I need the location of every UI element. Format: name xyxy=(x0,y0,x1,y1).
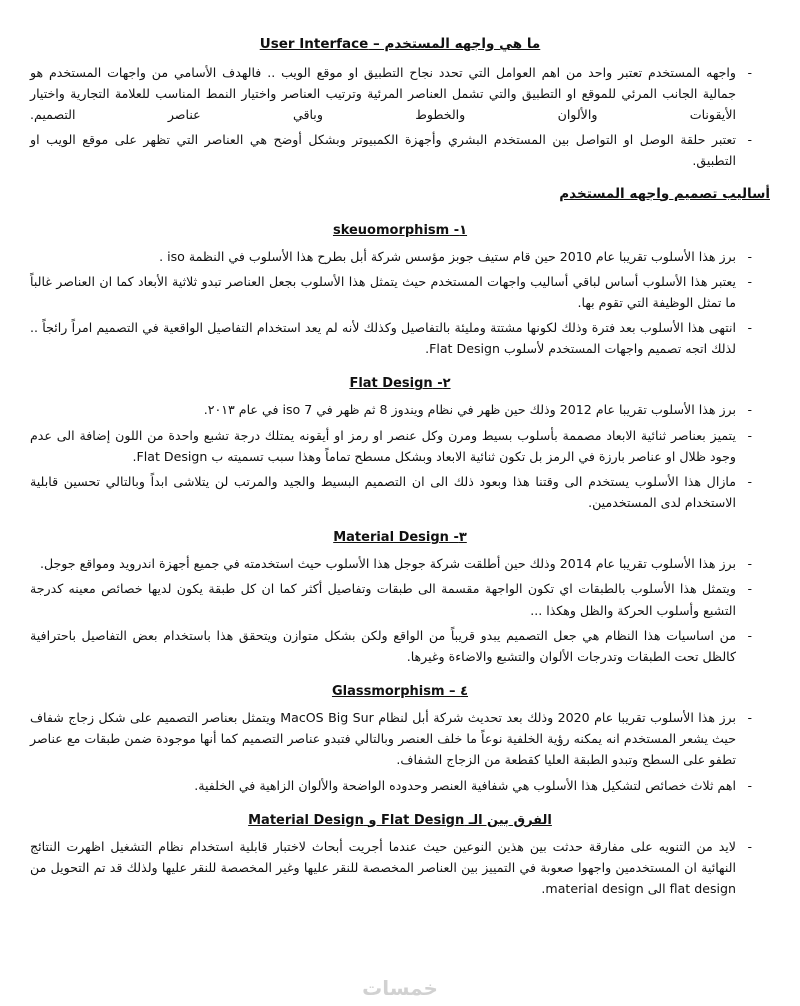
list-item: - لايد من التنويه على مفارقة حدثت بين هذين النوعين حيث عندما أجريت أبحاث لاختبار قابلية استخدام نظام التشغيل اظهرت النتائج النهائية ان المستخدمين واجهوا صعوبة في التمييز بين العناصر المخصصة للنقر عليها وغير المخصصة للنقر عليها ولذلك قد تم التحويل من flat design الى material design. xyxy=(30,836,754,899)
bullet-list xyxy=(30,399,770,513)
watermark: خمسات xyxy=(362,976,438,1000)
list-item: - اهم ثلاث خصائص لتشكيل هذا الأسلوب هي شفافية العنصر وحدوده الواضحة والألوان الزاهية في الخلفية. xyxy=(30,775,754,796)
bullet-list xyxy=(30,246,770,360)
list-item: - برز هذا الأسلوب تقريبا عام 2010 حين قام ستيف جوبز مؤسس شركة أبل بطرح هذا الأسلوب في النظمة iso . xyxy=(30,246,754,267)
bullet-list xyxy=(30,707,770,796)
list-item: - يعتبر هذا الأسلوب أساس لباقي أساليب واجهات المستخدم حيث يتمثل هذا الأسلوب بجعل العناصر تبدو ثلاثية الأبعاد كما ان العناصر غالباً ما تمثل الوظيفة التي تقوم بها. xyxy=(30,271,754,313)
section-heading: الفرق بين الـ Flat Design و Material Design xyxy=(248,812,552,828)
section-heading: ١- skeuomorphism xyxy=(332,222,468,238)
section-difference xyxy=(30,810,770,900)
document-body xyxy=(30,34,770,899)
list-item: - من اساسيات هذا النظام هي جعل التصميم يبدو قريباً من الواقع ولكن بشكل متوازن ويتحقق هذا باستخدام بعض التفاصيل باحترافية كالظل تحت الطبقات وتدرجات الألوان والتشبع والاضاءة وغيرها. xyxy=(30,625,754,667)
list-item: - تعتبر حلقة الوصل او التواصل بين المستخدم البشري وأجهزة الكمبيوتر وبشكل أوضح هي العناصر التي تظهر على موقع الويب او التطبيق. xyxy=(30,129,754,171)
section-heading: ٣- Material Design xyxy=(333,530,467,546)
list-item: - برز هذا الأسلوب تقريبا عام 2012 وذلك حين ظهر في نظام ويندوز 8 ثم ظهر في iso 7 في عام ٢٠١٣. xyxy=(30,399,754,420)
section-design-styles xyxy=(30,184,770,206)
list-item: - مازال هذا الأسلوب يستخدم الى وقتنا هذا وبعود ذلك الى ان التصميم البسيط والجيد والمرتب لن يتلاشى ابداً وبالتالي تحسين قابلية الاستخدام لدى المستخدمين. xyxy=(30,471,754,513)
bullet-list xyxy=(30,62,770,172)
section-heading: ٢- Flat Design xyxy=(349,376,451,392)
bullet-list xyxy=(30,836,770,899)
section-heading: ٤ – Glassmorphism xyxy=(331,683,469,699)
section-heading: ما هي واجهه المستخدم – User Interface xyxy=(259,36,541,52)
bullet-list xyxy=(30,553,770,667)
section-material-design xyxy=(30,527,770,667)
list-item: - انتهى هذا الأسلوب بعد فترة وذلك لكونها مشتتة ومليئة بالتفاصيل وكذلك لأنه لم يعد استخدام التفاصيل الواقعية في التصميم امراً رائجاً .. لذلك اتجه تصميم واجهات المستخدم لأسلوب Flat Design. xyxy=(30,317,754,359)
list-item: - برز هذا الأسلوب تقريبا عام 2020 وذلك بعد تحديث شركة أبل لنظام MacOS Big Sur ويتمثل بعناصر التصميم على شكل زجاج شفاف حيث يشعر المستخدم انه يمكنه رؤية الخلفية نوعاً ما خلف العنصر وبالتالي فتبدو عناصر التصميم كما أنها موجودة ضمن طبقات مع عناصر تطفو على السطح وتبدو الطبقة العليا كقطعة من الزجاج الشفاف. xyxy=(30,707,754,770)
list-item: - برز هذا الأسلوب تقريبا عام 2014 وذلك حين أطلقت شركة جوجل هذا الأسلوب حيث استخدمته في جميع أجهزة اندرويد ومواقع جوجل. xyxy=(30,553,754,574)
list-item: - ويتمثل هذا الأسلوب بالطبقات اي تكون الواجهة مقسمة الى طبقات وتفاصيل أكثر كما ان كل طبقة يكون لديها خصائص معينه كدرجة التشبع وأسلوب الحركة والظل وهكذا ... xyxy=(30,578,754,620)
section-heading: أساليب تصميم واجهه المستخدم xyxy=(559,185,770,202)
section-glassmorphism xyxy=(30,681,770,796)
list-item: - يتميز بعناصر ثنائية الابعاد مصممة بأسلوب بسيط ومرن وكل عنصر او رمز او أيقونه يمتلك درجة تشبع واحدة من اللون إضافة الى عدم وجود ظلال او عناصر بارزة في الرمز بل تكون ثنائية الابعاد وبشكل مسطح تماماً وهذا سبب تسميته ب Flat Design. xyxy=(30,425,754,467)
section-user-interface xyxy=(30,34,770,172)
section-flat-design xyxy=(30,373,770,513)
section-skeuomorphism xyxy=(30,220,770,360)
list-item: - واجهه المستخدم تعتبر واحد من اهم العوامل التي تحدد نجاح التطبيق او موقع الويب .. فالهدف الأسامي من واجهات المستخدم هو جمالية الجانب المرئي للموقع او التطبيق والتي تشمل العناصر المرئية وترتيب العناصر واختيار النمط المناسب للعلامة التجارية واختيار الأيقونات والألوان والخطوط وباقي عناصر التصميم. xyxy=(30,62,754,125)
